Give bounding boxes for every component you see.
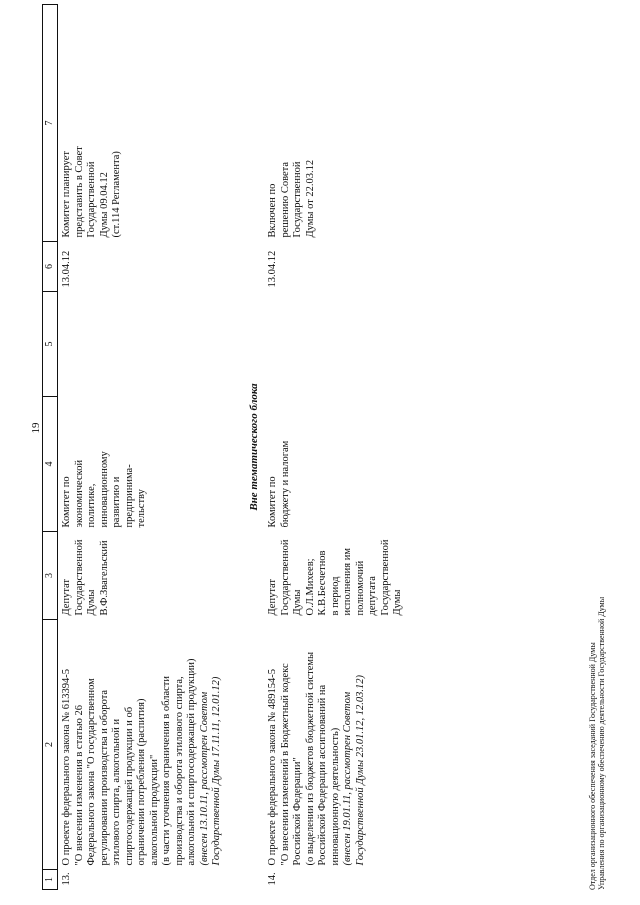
footer-line: Отдел организационного обеспечения заседаний Государственной Думы (588, 642, 597, 890)
bill-title-line: этилового спирта, алкогольной и (111, 718, 122, 866)
author-line: исполнения им (342, 548, 353, 616)
committee-line: предпринима- (123, 464, 135, 528)
status-line: (ст.114 Регламента) (111, 151, 122, 238)
row-number: 13. (61, 872, 72, 886)
bill-title-line: алкогольной и спиртосодержащей продукции) (186, 658, 197, 866)
bill-title-line: алкогольной продукции" (148, 754, 160, 866)
responsible-committee (264, 397, 405, 532)
responsible-committee (58, 397, 224, 532)
author-line: О.Л.Михеев; (304, 558, 316, 616)
author-line: в период (329, 576, 341, 616)
bill-note-line: (внесен 13.10.11, рассмотрен Советом (198, 691, 210, 866)
block-header-row (246, 5, 265, 890)
bill-title (264, 620, 405, 870)
column-5-cell (264, 292, 405, 397)
bill-title-line: регулировании производства и оборота (98, 689, 110, 866)
rotated-landscape-page (10, 10, 630, 895)
status-cell (58, 5, 224, 242)
bill-note-line: Государственной Думы 23.01.12, 12.03.12) (354, 675, 366, 866)
bill-registry-table (42, 4, 405, 890)
status-line: представить в Совет (73, 146, 85, 238)
bill-title-line: ограничении потребления (распития) (136, 698, 147, 866)
row-spacer (224, 5, 246, 890)
bill-title-line: "О внесении изменений в Бюджетный кодекс (279, 663, 291, 866)
bill-title-line: производства и оборота этилового спирта, (173, 676, 185, 866)
committee-line: тельству (136, 489, 147, 528)
bill-title-line: (в части уточнения ограничения в области (161, 676, 172, 866)
author-line: К.В.Бесчетнов (317, 550, 328, 616)
committee-line: бюджету и налогам (279, 440, 291, 528)
committee-line: экономической (73, 459, 85, 528)
committee-line: Комитет по (267, 476, 278, 528)
date-cell: 13.04.12 (267, 250, 278, 288)
status-line: Включен по (267, 183, 278, 238)
bill-title-line: Российской Федерации" (292, 757, 303, 866)
author-line: Депутат (61, 578, 72, 616)
committee-line: инновационному (98, 451, 110, 528)
status-line: Комитет планирует (61, 151, 72, 238)
author-line: полномочий (354, 560, 366, 616)
bill-title-line: спиртосодержащей продукции и об (123, 706, 135, 866)
row-number: 14. (267, 872, 278, 886)
status-line: Государственной (292, 161, 303, 238)
bill-title-line: "О внесении изменения в статью 26 (73, 704, 85, 866)
bill-note-line: (внесен 19.01.11, рассмотрен Советом (342, 691, 353, 866)
bill-title-line: О проекте федерального закона № 613394-5 (61, 668, 72, 866)
author-line: Государственной (279, 539, 291, 616)
col-header-3: 3 (43, 532, 58, 620)
date-cell: 13.04.12 (61, 250, 72, 288)
bill-title-line: инновационную деятельность) (329, 727, 341, 866)
committee-line: развитию и (111, 476, 122, 528)
bill-title-line: Российской Федерации ассигнований на (317, 684, 328, 866)
author-line: В.Ф.Звагельский (98, 540, 110, 616)
bill-title-line: О проекте федерального закона № 489154-5 (267, 668, 278, 866)
author-line: Думы (292, 589, 303, 616)
bill-title-line: (о выделении из бюджетов бюджетной системы (304, 651, 316, 866)
column-number-header (43, 5, 58, 890)
col-header-7: 7 (43, 5, 58, 242)
block-title: Вне тематического блока (247, 383, 260, 511)
author-line: Думы (392, 589, 403, 616)
committee-line: политике, (86, 483, 97, 528)
page-number: 19 (30, 422, 42, 434)
col-header-5: 5 (43, 292, 58, 397)
bill-author (264, 532, 405, 620)
author-line: Государственной (73, 539, 85, 616)
bill-title-line: Федерального закона "О государственном (86, 678, 97, 866)
col-header-6: 6 (43, 242, 58, 292)
page-footer (588, 597, 606, 890)
table-row (264, 5, 405, 890)
spacer-cell (224, 5, 246, 890)
bill-author (58, 532, 224, 620)
status-line: Думы от 22.03.12 (304, 159, 316, 238)
author-line: Государственной (379, 539, 391, 616)
status-cell (264, 5, 405, 242)
author-line: депутата (367, 576, 378, 616)
column-5-cell (58, 292, 224, 397)
author-line: Думы (86, 589, 97, 616)
status-line: Государственной (86, 161, 97, 238)
footer-line: Управления по организационному обеспечению деятельности Государственной Думы (597, 596, 606, 890)
status-line: решению Совета (279, 161, 291, 238)
committee-line: Комитет по (61, 476, 72, 528)
status-line: Думы 09.04.12 (98, 172, 110, 238)
bill-note-line: Государственной Думы 17.11.11, 12.01.12) (211, 676, 222, 866)
col-header-1: 1 (43, 870, 58, 890)
col-header-4: 4 (43, 397, 58, 532)
table-row (58, 5, 224, 890)
bill-title (58, 620, 224, 870)
author-line: Депутат (267, 578, 278, 616)
col-header-2: 2 (43, 620, 58, 870)
